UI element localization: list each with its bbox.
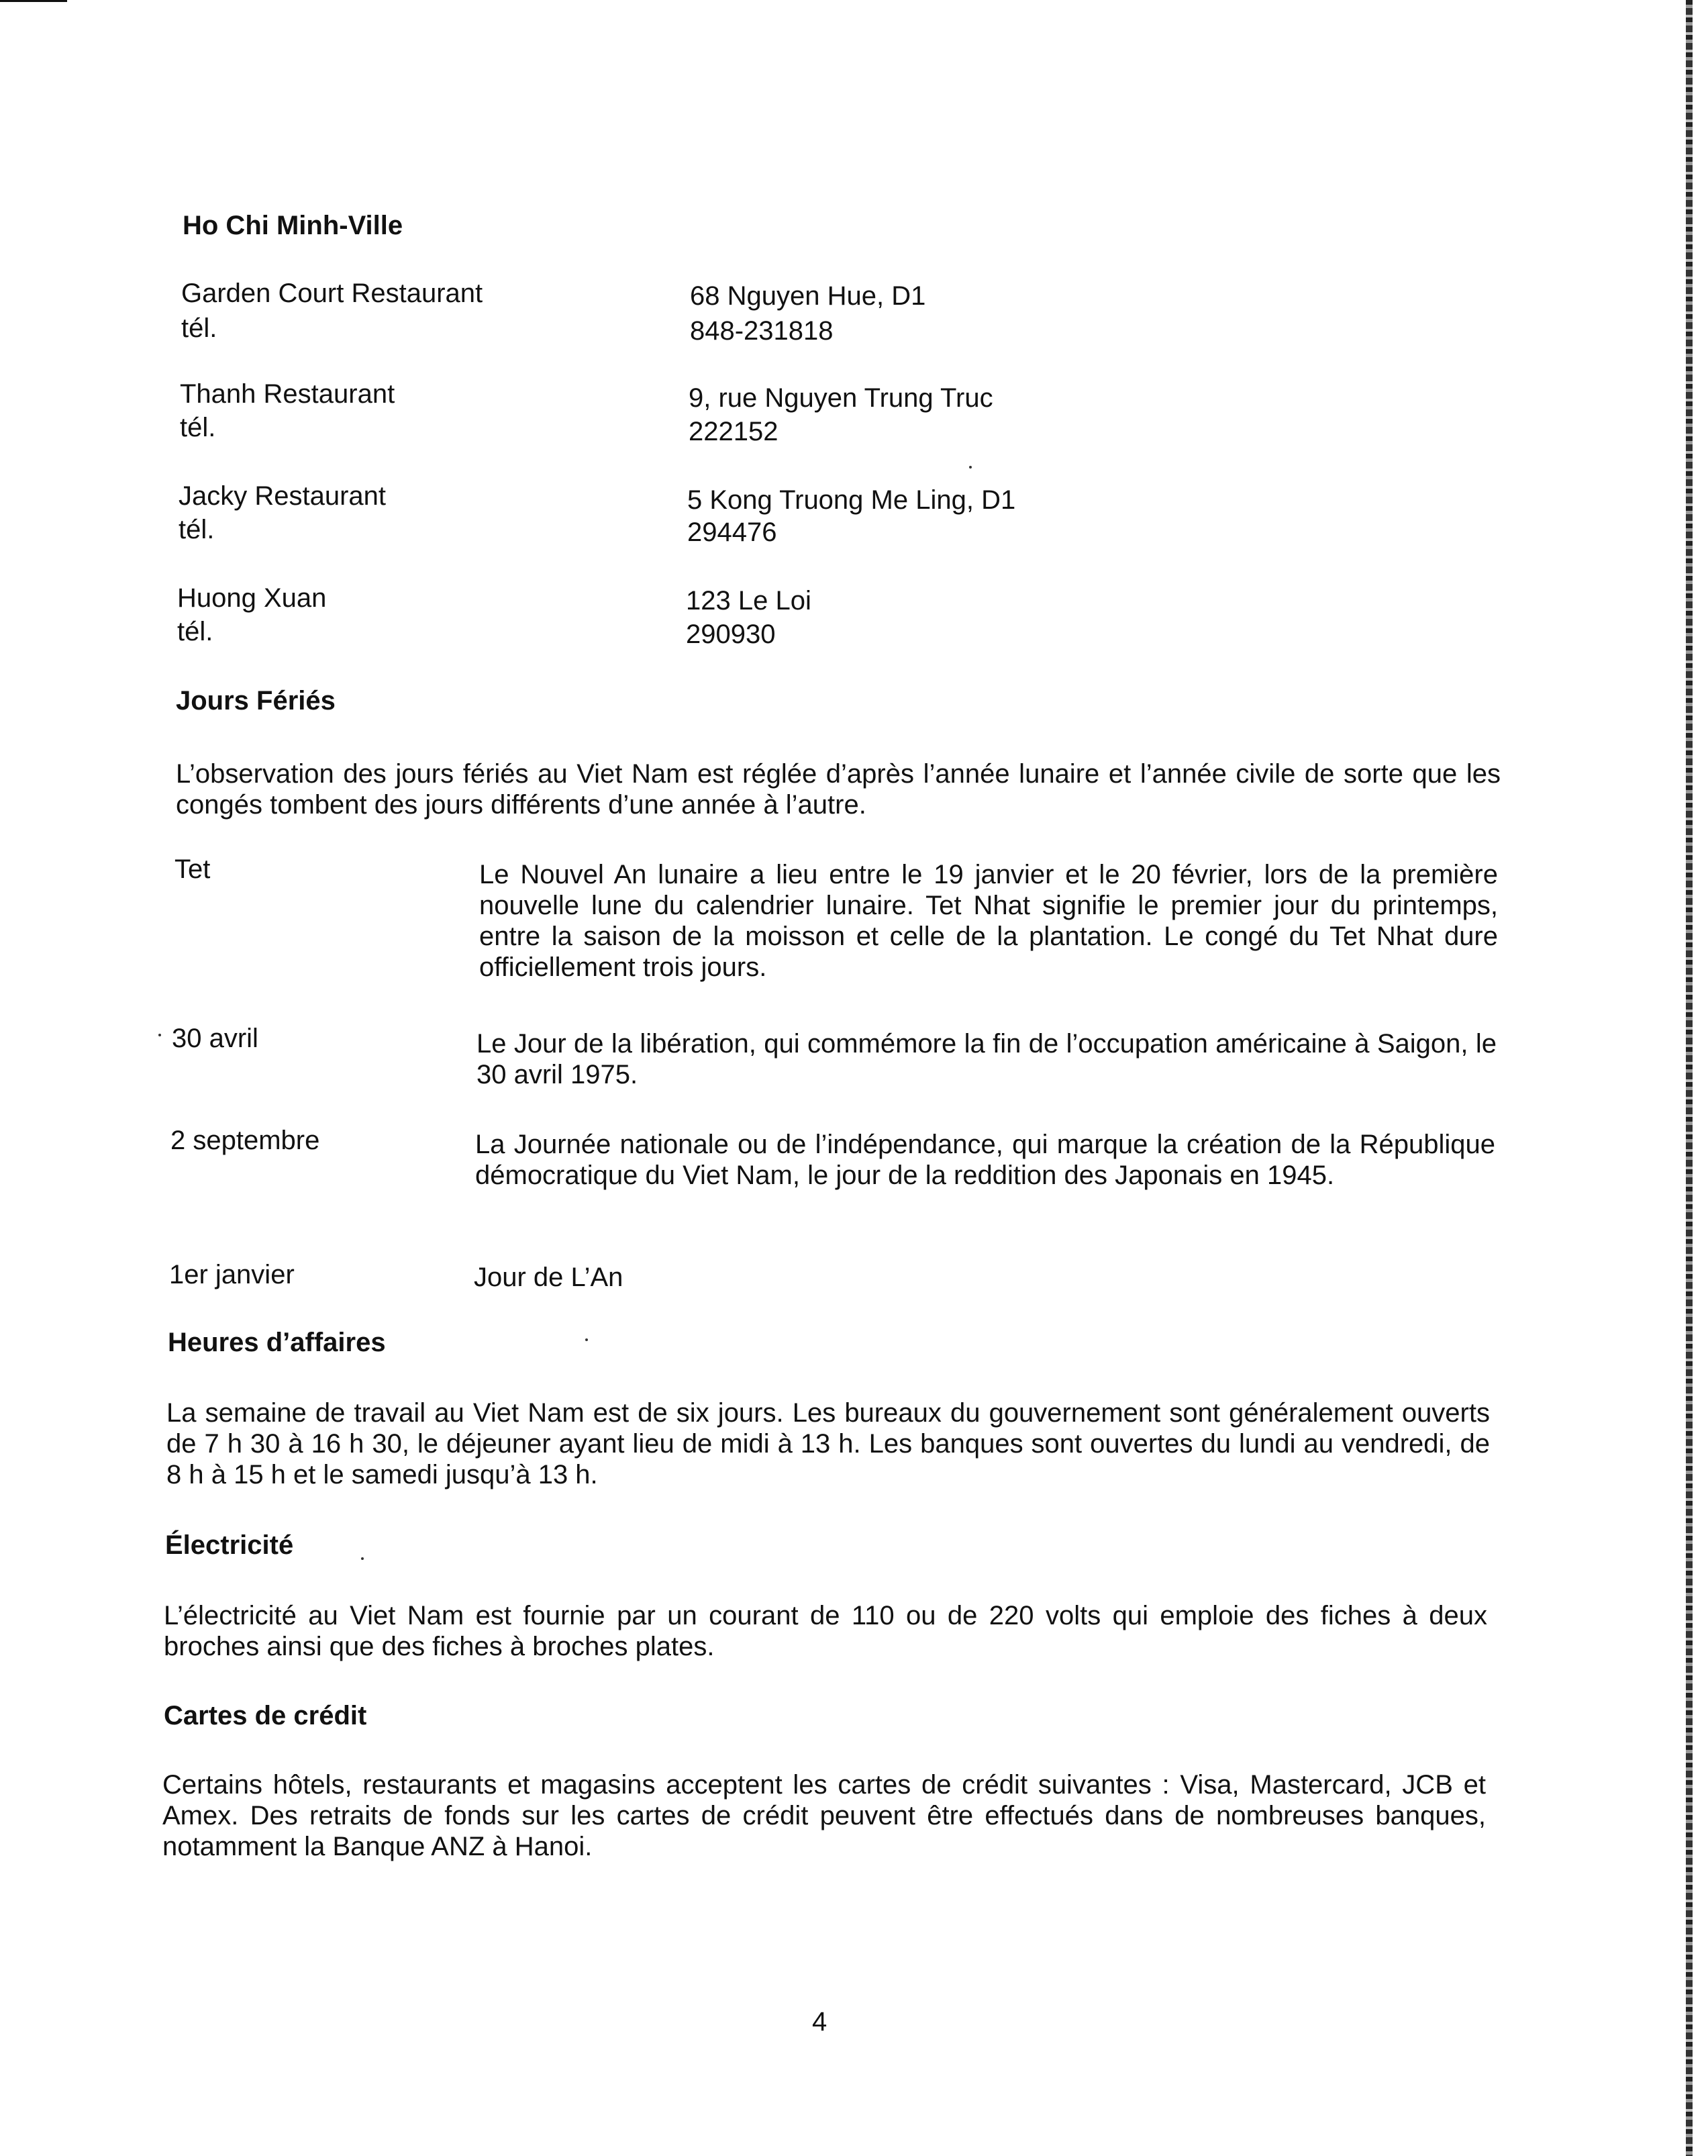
restaurant-address: 9, rue Nguyen Trung Truc: [689, 383, 993, 413]
restaurant-address: 68 Nguyen Hue, D1: [690, 281, 926, 311]
holiday-description: Le Jour de la libération, qui commémore la fin de l’occupation américaine à Saigon, le 30 avril 1975.: [476, 1029, 1497, 1089]
restaurant-name: Huong Xuan: [177, 583, 327, 613]
restaurant-name: Thanh Restaurant: [180, 379, 395, 409]
scan-speck: [361, 1557, 364, 1560]
restaurant-name: Garden Court Restaurant: [181, 279, 483, 308]
holidays-intro: L’observation des jours fériés au Viet Nam est réglée d’après l’année lunaire et l’année civile de sorte que les congés tombent des jours différents d’une année à l’autre.: [176, 759, 1501, 820]
business-hours-text: La semaine de travail au Viet Nam est de six jours. Les bureaux du gouvernement sont généralement ouverts de 7 h 30 à 16 h 30, le déjeuner ayant lieu de midi à 13 h. Les banques sont ouvertes du lundi au vendredi, de 8 h à 15 h et le samedi jusqu’à 13 h.: [166, 1398, 1490, 1489]
section-heading-ho-chi-minh-ville: Ho Chi Minh-Ville: [183, 211, 403, 240]
tel-label: tél.: [179, 515, 215, 544]
holiday-description: Jour de L’An: [474, 1263, 623, 1292]
scan-edge-artifact: [1686, 0, 1693, 2156]
restaurant-address: 123 Le Loi: [686, 586, 811, 616]
section-heading-jours-feries: Jours Fériés: [176, 686, 336, 716]
holiday-date: 1er janvier: [169, 1260, 295, 1289]
holiday-date: 30 avril: [172, 1024, 258, 1053]
electricity-text: L’électricité au Viet Nam est fournie par un courant de 110 ou de 220 volts qui emploie des fiches à deux broches ainsi que des fiches à broches plates.: [164, 1601, 1487, 1661]
top-rule: [0, 0, 67, 2]
scan-speck: [158, 1034, 161, 1036]
scan-speck: [969, 466, 972, 469]
tel-label: tél.: [181, 313, 217, 343]
section-heading-electricite: Électricité: [165, 1530, 294, 1560]
tel-label: tél.: [177, 617, 213, 646]
restaurant-name: Jacky Restaurant: [179, 481, 387, 511]
restaurant-address: 5 Kong Truong Me Ling, D1: [687, 485, 1016, 515]
section-heading-heures-affaires: Heures d’affaires: [168, 1328, 386, 1357]
credit-cards-text: Certains hôtels, restaurants et magasins acceptent les cartes de crédit suivantes : Visa, Mastercard, JCB et Amex. Des retraits de fonds sur les cartes de crédit peuvent être effectués dans de nombreuses banques, notamment la Banque ANZ à Hanoi.: [162, 1770, 1486, 1861]
restaurant-phone: 222152: [689, 417, 778, 446]
holiday-description: La Journée nationale ou de l’indépendance, qui marque la création de la République démocratique du Viet Nam, le jour de la reddition des Japonais en 1945.: [475, 1130, 1495, 1190]
restaurant-phone: 294476: [687, 518, 777, 547]
page-number: 4: [812, 2007, 827, 2037]
holiday-date: 2 septembre: [170, 1126, 320, 1155]
tel-label: tél.: [180, 413, 216, 442]
scan-speck: [585, 1338, 588, 1341]
holiday-description: Le Nouvel An lunaire a lieu entre le 19 janvier et le 20 février, lors de la première nouvelle lune du calendrier lunaire. Tet Nhat signifie le premier jour du printemps, entre la saison de la moisson et celle de la plantation. Le congé du Tet Nhat dure officiellement trois jours.: [479, 860, 1498, 982]
restaurant-phone: 290930: [686, 620, 776, 649]
section-heading-cartes-credit: Cartes de crédit: [164, 1701, 367, 1730]
restaurant-phone: 848-231818: [690, 316, 834, 346]
holiday-date: Tet: [174, 854, 211, 884]
